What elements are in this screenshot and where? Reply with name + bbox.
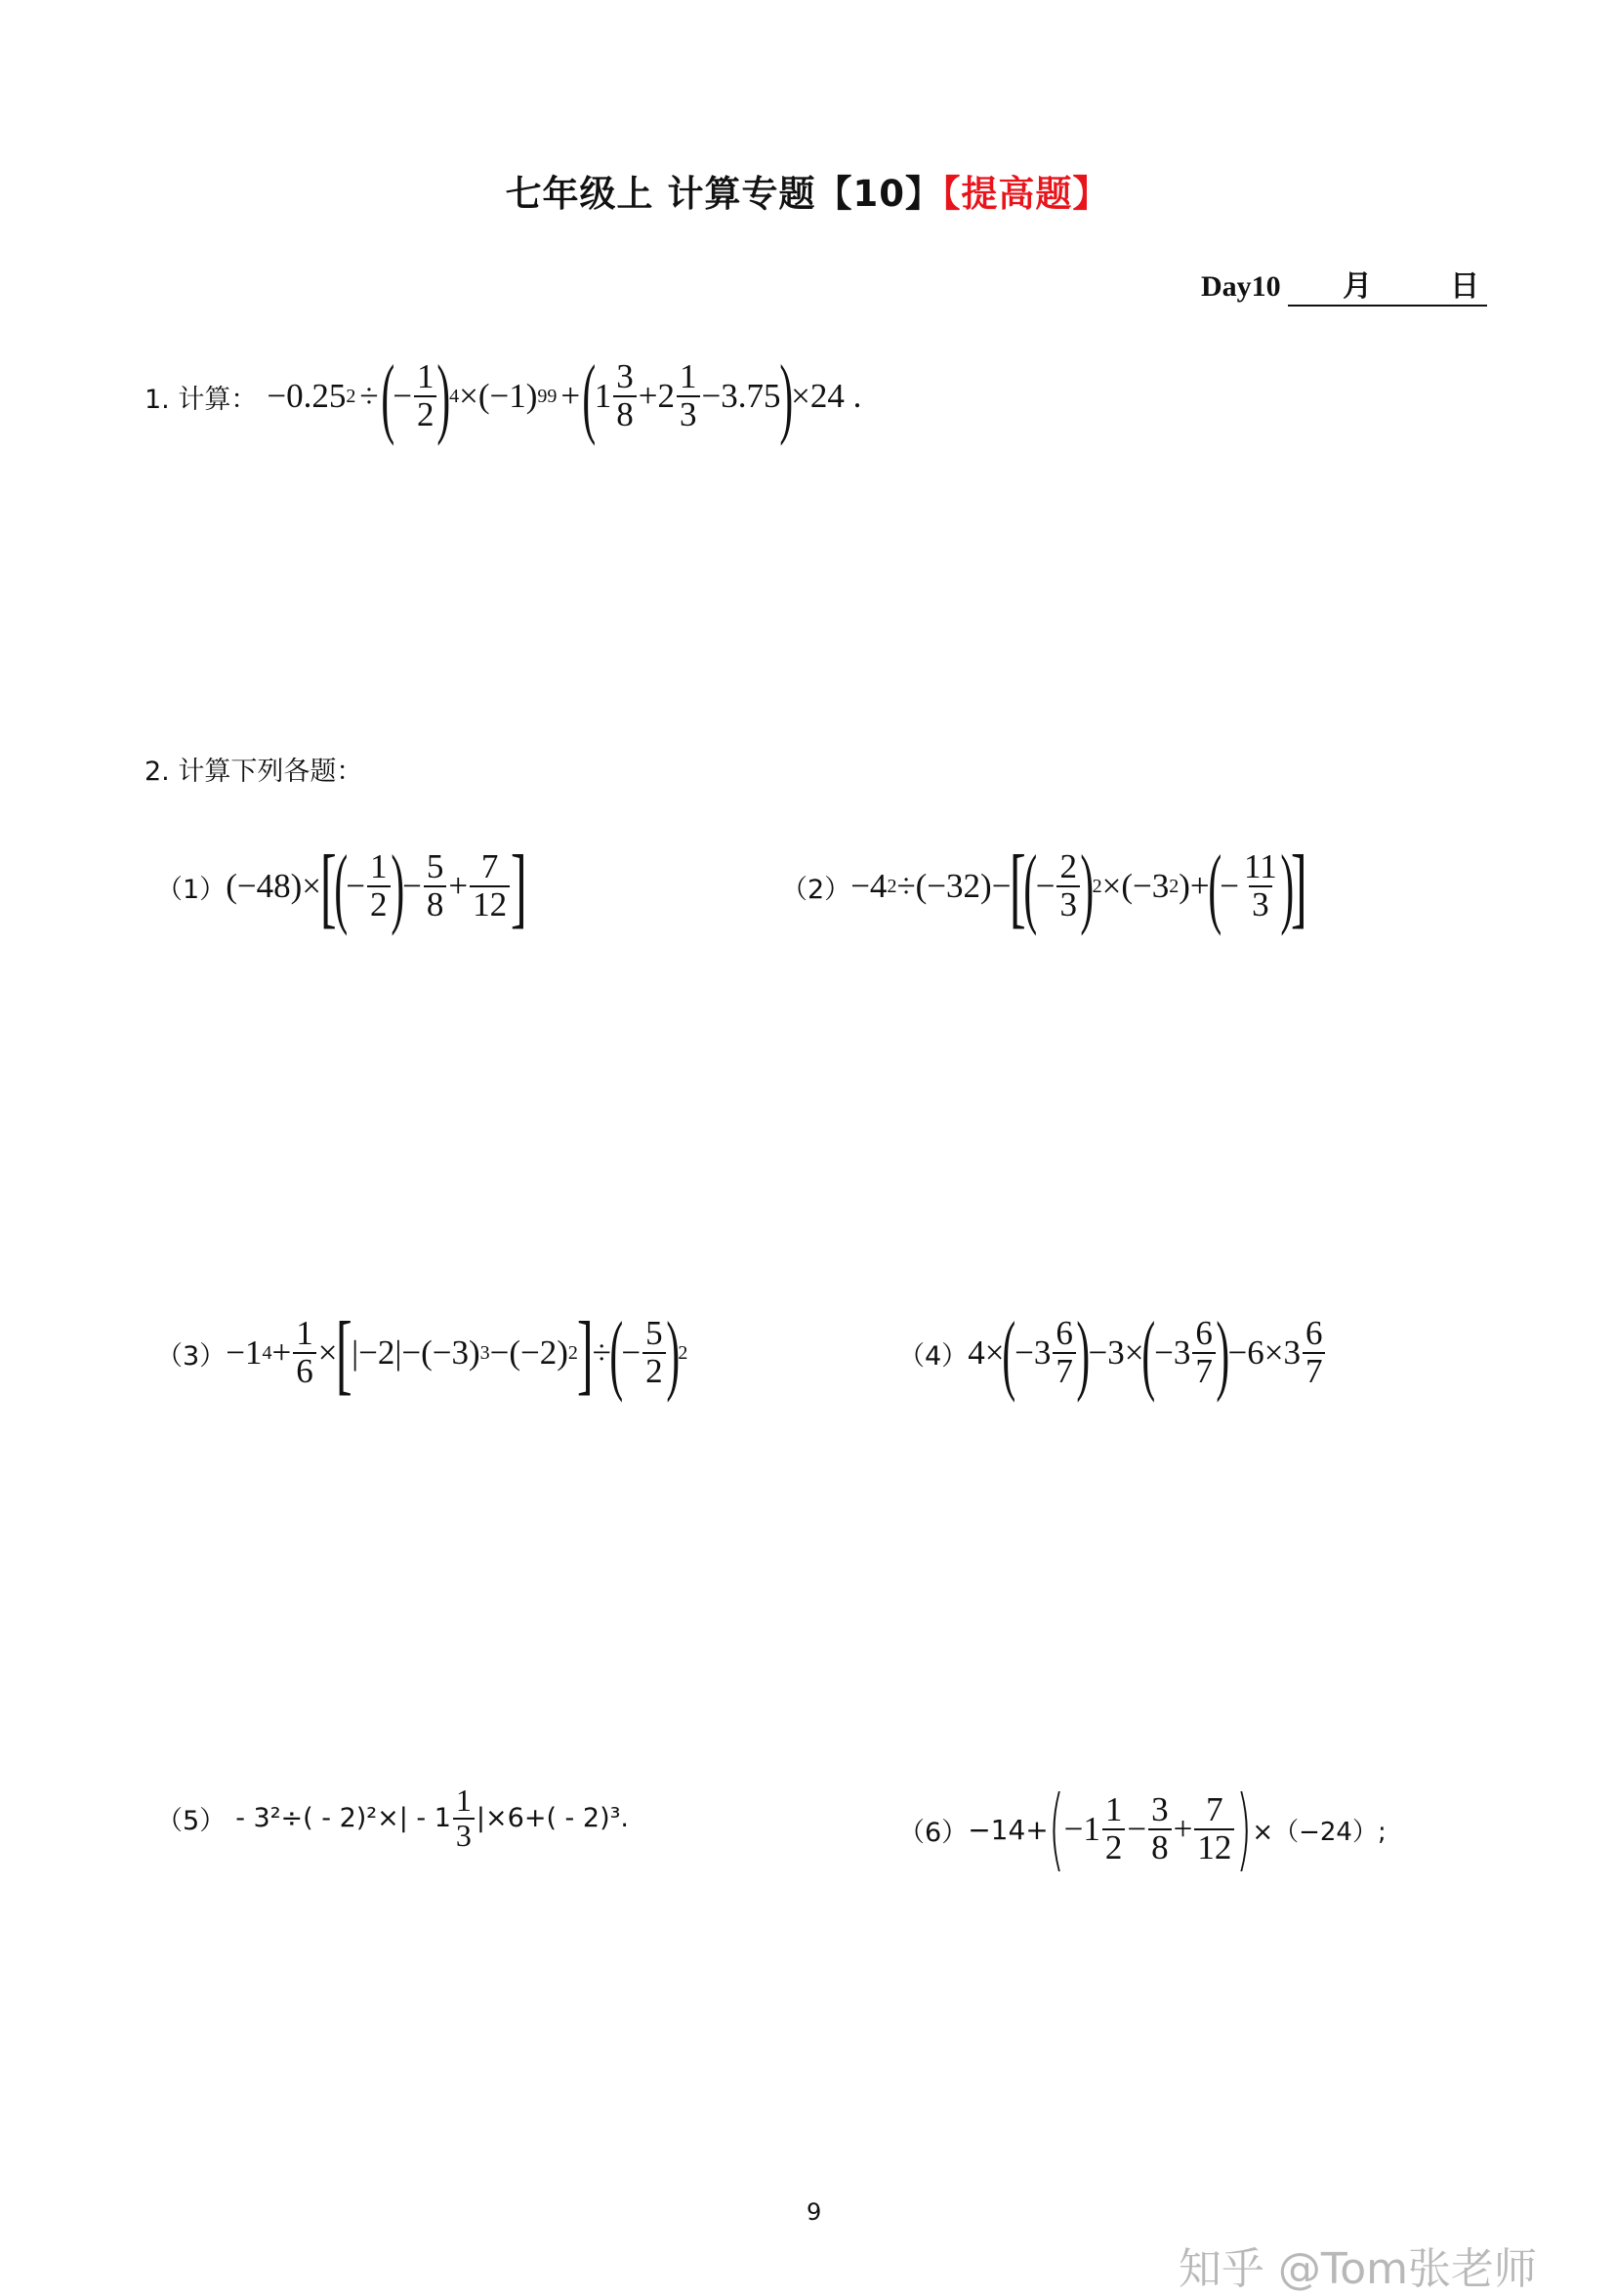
p5-label: （5） bbox=[156, 1806, 227, 1837]
p6-term-1: −14+ bbox=[968, 1813, 1049, 1846]
problem-2 bbox=[781, 837, 1308, 936]
q1-exp-2: 4 bbox=[449, 385, 460, 407]
p6-paren-close: ) bbox=[1236, 1777, 1253, 1881]
p4-frac-a-num: 6 bbox=[1056, 1314, 1073, 1353]
q1-frac-3-num: 1 bbox=[680, 357, 697, 396]
p3-frac-a-num: 1 bbox=[296, 1314, 313, 1353]
p4-frac-b-den: 7 bbox=[1192, 1352, 1216, 1390]
p6-frac-c-den: 12 bbox=[1194, 1828, 1234, 1866]
p5-frac-a-den: 3 bbox=[453, 1818, 475, 1853]
p4-paren-open: ( bbox=[1002, 1303, 1016, 1403]
p2-frac-a-num: 2 bbox=[1059, 847, 1077, 886]
p4-mixed-2: −3 bbox=[1154, 1333, 1191, 1372]
p3-term-2: + bbox=[271, 1333, 292, 1372]
p4-term-3: −6×3 bbox=[1227, 1333, 1301, 1372]
q1-paren-close: ) bbox=[436, 347, 451, 446]
q1-mixed-1: 1 bbox=[594, 377, 612, 415]
q1-mixed-2: 2 bbox=[657, 377, 676, 415]
p2-minus-1: − bbox=[1035, 867, 1056, 905]
p4-frac-c-num: 6 bbox=[1304, 1314, 1323, 1353]
p2-exp-3: 2 bbox=[1169, 875, 1180, 897]
month-blank bbox=[1288, 262, 1380, 307]
p3-frac-b bbox=[642, 1316, 666, 1390]
p4-label: （4） bbox=[898, 1340, 969, 1372]
q1-paren-open: ( bbox=[380, 347, 394, 446]
p1-frac-b-den: 8 bbox=[424, 885, 447, 923]
p2-frac-b-num: 11 bbox=[1244, 847, 1277, 886]
p3-bracket-open: [ bbox=[336, 1303, 353, 1403]
p3-paren-open: ( bbox=[609, 1303, 623, 1403]
p2-paren-open: ( bbox=[1023, 837, 1038, 936]
p2-paren2-open: ( bbox=[1208, 837, 1222, 936]
p1-frac-b-num: 5 bbox=[426, 847, 444, 886]
p3-frac-a-den: 6 bbox=[293, 1352, 316, 1390]
p1-bracket-close: ] bbox=[511, 837, 527, 936]
p3-bracket-close: ] bbox=[576, 1303, 594, 1403]
q1-frac-3-den: 3 bbox=[677, 395, 700, 433]
p4-paren2-open: ( bbox=[1141, 1303, 1156, 1403]
p4-frac-c bbox=[1303, 1316, 1326, 1390]
p3-term-3: × bbox=[317, 1333, 338, 1372]
p5-frac-a bbox=[453, 1784, 475, 1852]
p3-term-5: −(−2) bbox=[489, 1333, 568, 1372]
p3-term-1: −1 bbox=[226, 1333, 263, 1372]
p1-term-1: (−48)× bbox=[226, 867, 321, 905]
p1-frac-a bbox=[367, 849, 391, 923]
q1-exp-1: 2 bbox=[346, 385, 356, 407]
q1-term-4: ×24 . bbox=[791, 377, 862, 415]
p3-frac-b-num: 5 bbox=[645, 1314, 663, 1353]
date-label: 日 bbox=[1450, 270, 1480, 303]
p2-frac-a-den: 3 bbox=[1056, 885, 1080, 923]
p1-minus: − bbox=[346, 867, 366, 905]
watermark: 知乎 @Tom张老师 bbox=[1178, 2244, 1537, 2294]
p6-mixed-1: −1 bbox=[1063, 1810, 1100, 1848]
p2-bracket-open: [ bbox=[1010, 837, 1027, 936]
q1-label: 1. 计算： bbox=[145, 384, 258, 415]
p6-op-2: + bbox=[1173, 1810, 1193, 1848]
q1-op-3: + bbox=[638, 377, 658, 415]
p4-paren2-close: ) bbox=[1216, 1303, 1230, 1403]
p2-term-4: )+ bbox=[1179, 867, 1210, 905]
p1-bracket-open: [ bbox=[319, 837, 337, 936]
p3-term-4: |−2|−(−3) bbox=[352, 1333, 480, 1372]
p6-label: （6） bbox=[898, 1817, 969, 1848]
problem-3 bbox=[156, 1303, 688, 1403]
p6-frac-c bbox=[1194, 1792, 1234, 1866]
p2-term-1: −4 bbox=[850, 867, 888, 905]
q1-op-2: + bbox=[560, 377, 581, 415]
problem-4 bbox=[898, 1303, 1327, 1403]
p6-frac-c-num: 7 bbox=[1206, 1790, 1223, 1829]
p6-term-2: ×（−24）; bbox=[1252, 1817, 1387, 1847]
p6-frac-b-den: 8 bbox=[1148, 1828, 1172, 1866]
p2-minus-2: − bbox=[1220, 867, 1240, 905]
p2-label: （2） bbox=[781, 874, 851, 905]
q1-exp-3: 99 bbox=[537, 385, 558, 407]
p3-frac-a bbox=[293, 1316, 316, 1390]
p4-frac-a bbox=[1053, 1316, 1076, 1390]
p1-paren-open: ( bbox=[334, 837, 348, 936]
p3-exp-4: 2 bbox=[678, 1341, 688, 1364]
p4-term-1: 4× bbox=[968, 1333, 1005, 1372]
p4-frac-b-num: 6 bbox=[1195, 1314, 1213, 1353]
p3-label: （3） bbox=[156, 1340, 227, 1372]
p2-paren-close: ) bbox=[1080, 837, 1095, 936]
q1-term-1: −0.25 bbox=[267, 377, 347, 415]
q1-frac-1 bbox=[414, 359, 437, 433]
p4-term-2: −3× bbox=[1088, 1333, 1144, 1372]
problem-6 bbox=[898, 1777, 1387, 1881]
p6-paren-open: ( bbox=[1048, 1777, 1064, 1881]
q1-term-3: −3.75 bbox=[701, 377, 781, 415]
p5-frac-a-num: 1 bbox=[455, 1783, 472, 1818]
p6-frac-b bbox=[1148, 1792, 1172, 1866]
p1-paren-close: ) bbox=[390, 837, 404, 936]
p3-paren-close: ) bbox=[666, 1303, 680, 1403]
p1-label: （1） bbox=[156, 874, 227, 905]
p2-paren2-close: ) bbox=[1280, 837, 1294, 936]
page-number: 9 bbox=[807, 2198, 822, 2226]
p3-minus: − bbox=[621, 1333, 642, 1372]
question-2-label: 2. 计算下列各题： bbox=[145, 757, 363, 787]
p2-exp-2: 2 bbox=[1092, 875, 1102, 897]
q1-frac-2 bbox=[613, 359, 637, 433]
p4-mixed-1: −3 bbox=[1015, 1333, 1052, 1372]
p4-frac-b bbox=[1192, 1316, 1216, 1390]
title-tag: 【提高题】 bbox=[941, 173, 1110, 215]
date-line bbox=[1201, 262, 1487, 307]
p1-frac-c-num: 7 bbox=[480, 847, 499, 886]
problem-5 bbox=[156, 1784, 629, 1852]
p1-frac-c bbox=[470, 849, 510, 923]
p1-op-1: − bbox=[402, 867, 422, 905]
p3-frac-b-den: 2 bbox=[642, 1352, 666, 1390]
q1-frac-1-den: 2 bbox=[414, 395, 437, 433]
p1-op-2: + bbox=[448, 867, 469, 905]
p5-term-1: - 3²÷( - 2)²×| - 1 bbox=[235, 1803, 451, 1834]
q1-minus: − bbox=[393, 377, 412, 415]
p6-frac-b-num: 3 bbox=[1151, 1790, 1169, 1829]
p2-term-2: ÷(−32)− bbox=[896, 867, 1012, 905]
date-blank bbox=[1380, 262, 1487, 307]
q1-frac-1-num: 1 bbox=[416, 357, 435, 396]
page-title bbox=[0, 164, 1615, 217]
question-1 bbox=[145, 347, 862, 446]
p5-term-2: |×6+( - 2)³. bbox=[476, 1803, 630, 1834]
p2-bracket-close: ] bbox=[1291, 837, 1308, 936]
title-text: 七年级上 计算专题【10】 bbox=[505, 173, 942, 215]
p6-frac-a-num: 1 bbox=[1104, 1790, 1123, 1829]
q1-op-1: ÷ bbox=[359, 377, 379, 415]
q1-frac-2-den: 8 bbox=[613, 395, 637, 433]
p3-exp-1: 4 bbox=[262, 1341, 272, 1364]
month-label: 月 bbox=[1343, 270, 1373, 303]
p1-frac-b bbox=[424, 849, 447, 923]
p2-frac-b bbox=[1241, 849, 1280, 923]
day-label: Day10 bbox=[1201, 270, 1281, 303]
p4-frac-a-den: 7 bbox=[1053, 1352, 1076, 1390]
p4-frac-c-den: 7 bbox=[1303, 1352, 1326, 1390]
problem-1 bbox=[156, 837, 527, 936]
p6-frac-a bbox=[1102, 1792, 1126, 1866]
p1-frac-a-den: 2 bbox=[367, 885, 391, 923]
p1-frac-c-den: 12 bbox=[470, 885, 510, 923]
q1-term-2: ×(−1) bbox=[459, 377, 538, 415]
p2-frac-b-den: 3 bbox=[1249, 885, 1272, 923]
p6-frac-a-den: 2 bbox=[1102, 1828, 1126, 1866]
q1-paren2-close: ) bbox=[778, 347, 793, 446]
p4-paren-close: ) bbox=[1076, 1303, 1091, 1403]
p3-term-6: ÷ bbox=[592, 1333, 611, 1372]
p2-term-3: ×(−3 bbox=[1101, 867, 1170, 905]
p2-exp-1: 2 bbox=[887, 875, 897, 897]
p2-frac-a bbox=[1056, 849, 1080, 923]
q1-paren2-open: ( bbox=[582, 347, 597, 446]
q1-frac-3 bbox=[677, 359, 700, 433]
p3-exp-3: 2 bbox=[567, 1341, 578, 1364]
p1-frac-a-num: 1 bbox=[370, 847, 388, 886]
q1-frac-2-num: 3 bbox=[616, 357, 634, 396]
p6-op-1: − bbox=[1127, 1810, 1147, 1848]
p3-exp-2: 3 bbox=[479, 1341, 490, 1364]
